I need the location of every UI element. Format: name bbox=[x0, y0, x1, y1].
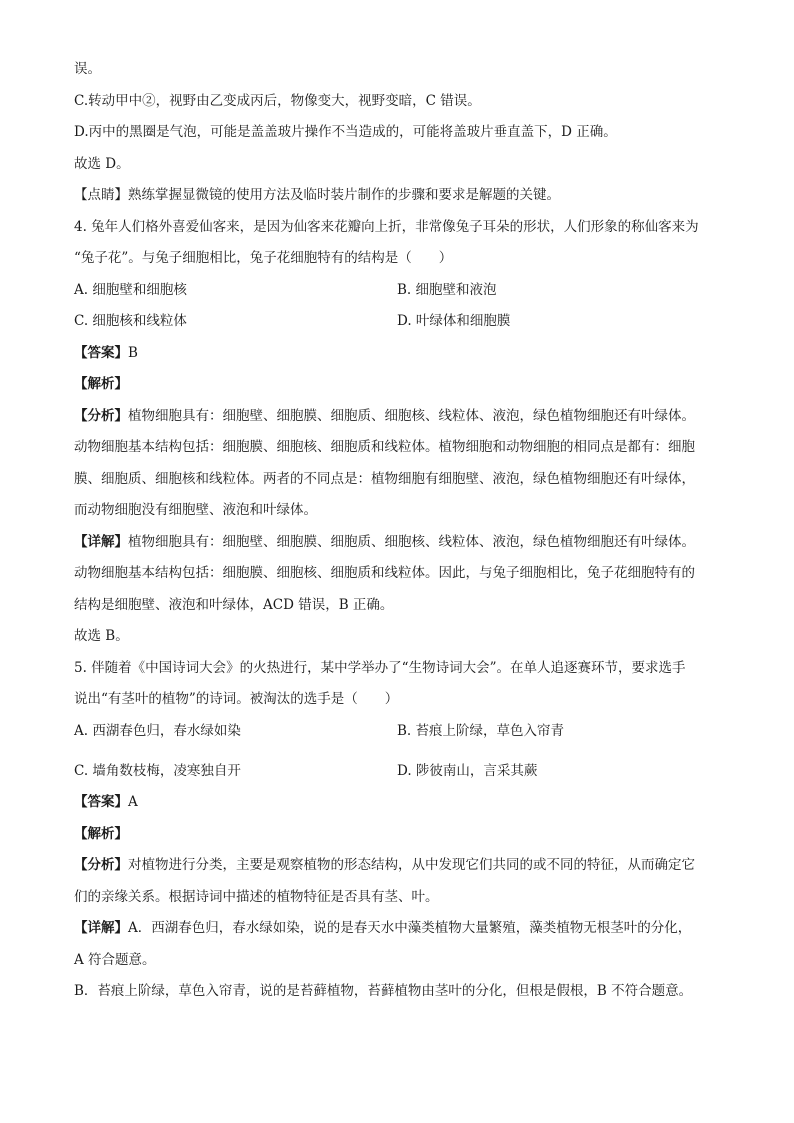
q4-options-row-1 bbox=[74, 279, 724, 311]
q5-options-row-1 bbox=[74, 720, 724, 760]
q4-options-row-2 bbox=[74, 310, 724, 342]
q5-option-a: A. 西湖春色归，春水绿如染 bbox=[74, 722, 241, 739]
q4-jiexi-heading: 【解析】 bbox=[74, 376, 128, 392]
text-line: C.转动甲中②，视野由乙变成丙后，物像变大，视野变暗，C 错误。 bbox=[74, 92, 481, 109]
q4-fenxi-line-1 bbox=[74, 405, 724, 437]
text-line: 故选 D。 bbox=[74, 155, 130, 172]
document-page bbox=[74, 58, 724, 1012]
text-line: 误。 bbox=[74, 61, 101, 77]
q4-fenxi-line-4: 而动物细胞没有细胞壁、液泡和叶绿体。 bbox=[74, 502, 317, 518]
q4-option-b: B. 细胞壁和液泡 bbox=[397, 281, 497, 298]
q5-answer-tag: 【答案】 bbox=[74, 794, 128, 810]
q4-xiangjie-line-3: 结构是细胞壁、液泡和叶绿体，ACD 错误，B 正确。 bbox=[74, 596, 394, 613]
q5-xiangjie-line-1 bbox=[74, 917, 724, 949]
q4-option-d: D. 叶绿体和细胞膜 bbox=[397, 313, 511, 329]
q5-answer-value: A bbox=[128, 794, 138, 810]
q5-option-c: C. 墙角数枝梅，凌寒独自开 bbox=[74, 762, 241, 779]
q4-stem-line-1: 4. 兔年人们格外喜爱仙客来，是因为仙客来花瓣向上折，非常像兔子耳朵的形状，人们形象的称仙客来为 bbox=[74, 218, 699, 235]
q5-xiangjie-line-2: A 符合题意。 bbox=[74, 951, 156, 968]
q5-fenxi-line-2: 们的亲缘关系。根据诗词中描述的植物特征是否具有茎、叶。 bbox=[74, 888, 439, 905]
q4-option-c: C. 细胞核和线粒体 bbox=[74, 313, 187, 329]
q5-stem-line-1: 5. 伴随着《中国诗词大会》的火热进行，某中学举办了“生物诗词大会”。在单人追逐赛环节，要求选手 bbox=[74, 659, 686, 676]
q5-fenxi-text: 对植物进行分类，主要是观察植物的形态结构，从中发现它们共同的或不同的特征，从而确定它 bbox=[128, 857, 695, 873]
q5-fenxi-line-1 bbox=[74, 854, 724, 886]
q4-stem-line-2: “兔子花”。与兔子细胞相比，兔子花细胞特有的结构是（ ） bbox=[74, 250, 453, 266]
q5-option-d: D. 陟彼南山，言采其蕨 bbox=[397, 762, 538, 779]
q4-conclusion: 故选 B。 bbox=[74, 628, 129, 644]
dianjing-text: 熟练掌握显微镜的使用方法及临时装片制作的步骤和要求是解题的关键。 bbox=[128, 187, 560, 203]
q4-fenxi-line-3: 膜、细胞质、细胞核和线粒体。两者的不同点是：植物细胞有细胞壁、液泡，绿色植物细胞还有叶绿体， bbox=[74, 470, 695, 487]
q5-jiexi-heading: 【解析】 bbox=[74, 825, 128, 842]
q4-option-a: A. 细胞壁和细胞核 bbox=[74, 281, 187, 298]
q4-answer-line bbox=[74, 342, 724, 374]
q5-answer-line bbox=[74, 791, 724, 823]
dianjing-tag: 【点睛】 bbox=[74, 187, 128, 203]
q5-xiangjie-line-3: B．苔痕上阶绿，草色入帘青，说的是苔藓植物，苔藓植物由茎叶的分化，但根是假根，B 不符合题意。 bbox=[74, 983, 693, 999]
q4-answer-tag: 【答案】 bbox=[74, 344, 128, 361]
q5-xiangjie-text: A．西湖春色归，春水绿如染，说的是春天水中藻类植物大量繁殖，藻类植物无根茎叶的分化， bbox=[128, 920, 692, 936]
q4-fenxi-tag: 【分析】 bbox=[74, 407, 128, 424]
q5-options-row-2 bbox=[74, 760, 724, 792]
q4-fenxi-text: 植物细胞具有：细胞壁、细胞膜、细胞质、细胞核、线粒体、液泡，绿色植物细胞还有叶绿体。 bbox=[128, 407, 695, 424]
q4-xiangjie-tag: 【详解】 bbox=[74, 533, 128, 550]
q4-xiangjie-line-1 bbox=[74, 531, 724, 563]
q5-option-b: B. 苔痕上阶绿，草色入帘青 bbox=[397, 722, 565, 739]
q4-fenxi-line-2: 动物细胞基本结构包括：细胞膜、细胞核、细胞质和线粒体。植物细胞和动物细胞的相同点是都有：细胞 bbox=[74, 439, 695, 455]
q5-stem-line-2: 说出“有茎叶的植物”的诗词。被淘汰的选手是（ ） bbox=[74, 691, 399, 707]
text-line: D.丙中的黑圈是气泡，可能是盖盖玻片操作不当造成的，可能将盖玻片垂直盖下，D 正确。 bbox=[74, 124, 617, 140]
q4-answer-value: B bbox=[128, 344, 138, 361]
dianjing-line bbox=[74, 184, 724, 216]
q5-xiangjie-tag: 【详解】 bbox=[74, 920, 128, 936]
q4-xiangjie-line-2: 动物细胞基本结构包括：细胞膜、细胞核、细胞质和线粒体。因此，与兔子细胞相比，兔子花细胞特有的 bbox=[74, 565, 695, 581]
q4-xiangjie-text: 植物细胞具有：细胞壁、细胞膜、细胞质、细胞核、线粒体、液泡，绿色植物细胞还有叶绿体。 bbox=[128, 533, 695, 550]
q5-fenxi-tag: 【分析】 bbox=[74, 857, 128, 873]
